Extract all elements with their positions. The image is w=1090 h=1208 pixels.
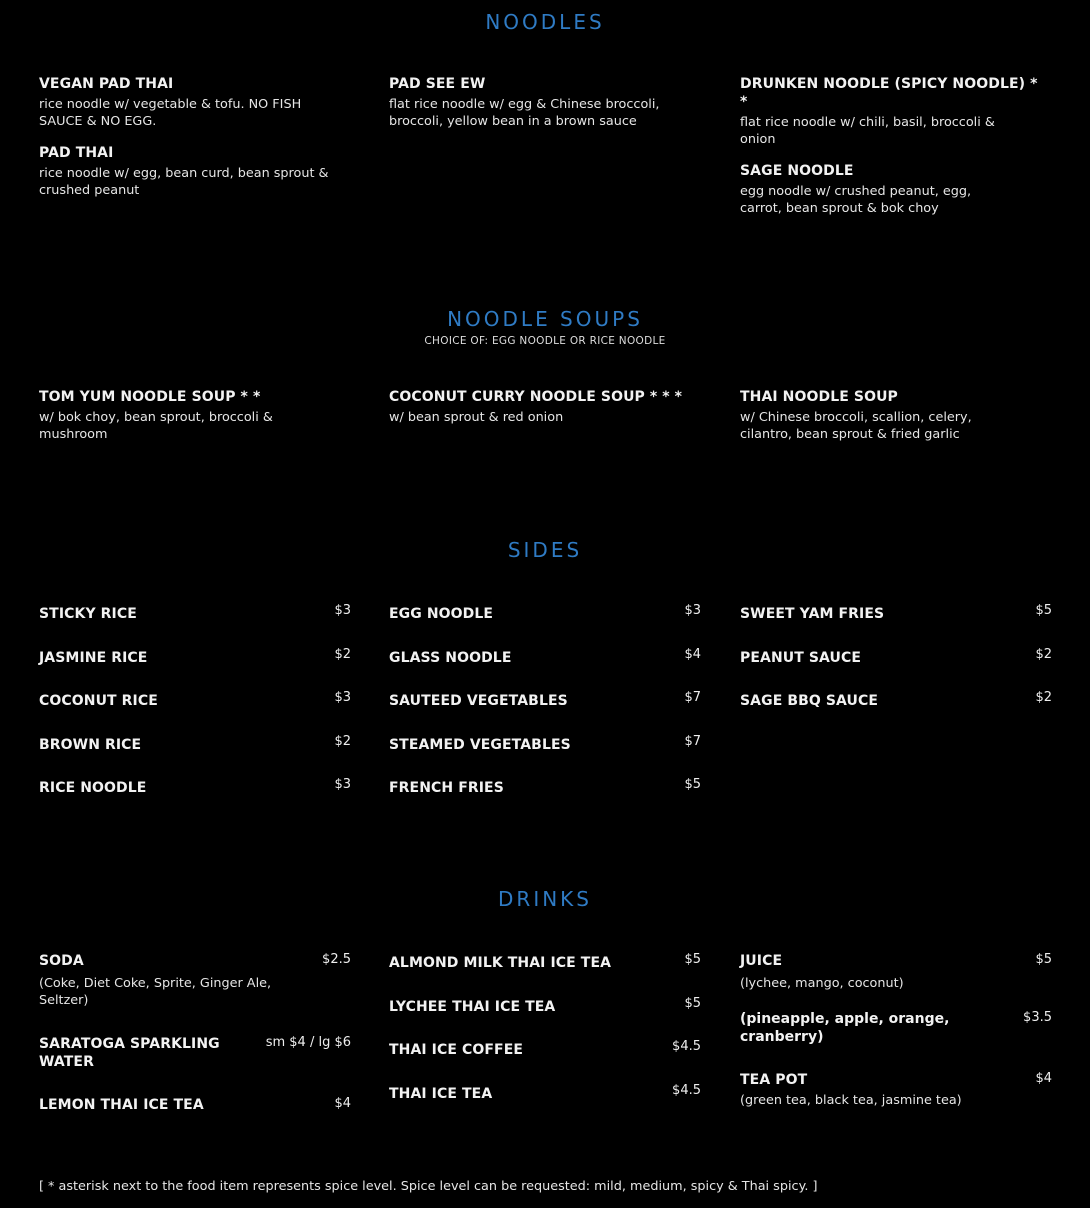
item-name: SWEET YAM FRIES xyxy=(740,606,885,622)
item-price: $5 xyxy=(684,952,701,967)
item-name: DRUNKEN NOODLE (SPICY NOODLE) * * xyxy=(740,76,1038,110)
item-price: $3 xyxy=(334,690,351,705)
drink-item-lemon xyxy=(39,1096,351,1114)
item-desc: (lychee, mango, coconut) xyxy=(740,976,904,991)
item-desc: rice noodle w/ egg, bean curd, bean sprout & crushed peanut xyxy=(39,166,329,198)
side-item xyxy=(389,690,701,734)
item-name: STEAMED VEGETABLES xyxy=(389,736,571,753)
item-price: $5 xyxy=(684,777,701,792)
item-name: VEGAN PAD THAI xyxy=(39,76,174,92)
drinks-col-3 xyxy=(740,952,1052,1109)
noodles-col-3 xyxy=(740,75,1040,217)
drink-item xyxy=(389,1083,701,1127)
item-desc: w/ Chinese broccoli, scallion, celery, cilantro, bean sprout & fried garlic xyxy=(740,410,972,442)
menu-item-coconut-curry xyxy=(389,388,689,426)
item-price: $4 xyxy=(1035,1071,1052,1086)
item-price: $5 xyxy=(1035,603,1052,618)
side-item xyxy=(39,690,351,734)
item-name: GLASS NOODLE xyxy=(389,649,512,666)
item-price: $3 xyxy=(334,603,351,618)
noodle-soups-title: NOODLE SOUPS xyxy=(447,307,643,331)
side-item xyxy=(39,647,351,691)
side-item xyxy=(389,603,701,647)
side-item xyxy=(39,603,351,647)
item-price: $2 xyxy=(334,733,351,749)
item-price: $4.5 xyxy=(672,1082,701,1098)
menu-item-pad-see-ew xyxy=(389,75,679,130)
item-price: $7 xyxy=(684,690,701,705)
drink-item xyxy=(389,952,701,996)
side-item xyxy=(740,603,1052,647)
soups-col-1 xyxy=(39,388,329,443)
sides-col-2 xyxy=(389,603,701,821)
noodle-soups-subtitle: CHOICE OF: EGG NOODLE OR RICE NOODLE xyxy=(424,335,666,347)
drinks-col-2 xyxy=(389,952,701,1126)
soups-col-2 xyxy=(389,388,689,426)
sides-col-1 xyxy=(39,603,351,821)
item-price: $5 xyxy=(1035,952,1052,967)
item-price: sm $4 / lg $6 xyxy=(265,1035,351,1050)
item-name: (pineapple, apple, orange, cranberry) xyxy=(740,1011,950,1045)
item-name: LYCHEE THAI ICE TEA xyxy=(389,998,556,1015)
item-name: SARATOGA SPARKLING WATER xyxy=(39,1036,220,1070)
sides-col-3 xyxy=(740,603,1052,734)
menu-item-pad-thai xyxy=(39,144,329,199)
drink-item-soda xyxy=(39,952,351,1009)
drink-item xyxy=(389,1039,701,1083)
item-price: $3.5 xyxy=(1023,1010,1052,1025)
item-name: JUICE xyxy=(740,953,783,969)
side-item xyxy=(39,777,351,821)
item-name: SODA xyxy=(39,953,84,969)
item-price: $3 xyxy=(684,603,701,618)
item-desc: (Coke, Diet Coke, Sprite, Ginger Ale, Seltzer) xyxy=(39,976,272,1008)
side-item xyxy=(740,647,1052,691)
item-name: RICE NOODLE xyxy=(39,780,147,796)
item-name: TEA POT xyxy=(740,1072,808,1088)
item-name: JASMINE RICE xyxy=(39,649,148,666)
side-item xyxy=(39,734,351,778)
item-desc: w/ bok choy, bean sprout, broccoli & mushroom xyxy=(39,410,273,442)
item-name: SAUTEED VEGETABLES xyxy=(389,693,568,709)
noodles-col-1 xyxy=(39,75,329,199)
item-desc: flat rice noodle w/ chili, basil, broccoli & onion xyxy=(740,115,995,147)
drink-item xyxy=(389,996,701,1040)
item-price: $4 xyxy=(334,1096,351,1111)
item-name: TOM YUM NOODLE SOUP * * xyxy=(39,389,261,405)
item-desc: (green tea, black tea, jasmine tea) xyxy=(740,1093,962,1108)
side-item xyxy=(389,647,701,691)
item-desc: w/ bean sprout & red onion xyxy=(389,410,564,425)
item-name: COCONUT CURRY NOODLE SOUP * * * xyxy=(389,389,683,405)
item-name: FRENCH FRIES xyxy=(389,780,504,796)
item-name: SAGE NOODLE xyxy=(740,163,854,179)
side-item xyxy=(389,734,701,778)
item-price: $4 xyxy=(684,646,701,662)
item-price: $2 xyxy=(334,646,351,662)
item-name: COCONUT RICE xyxy=(39,693,158,709)
noodles-col-2 xyxy=(389,75,679,130)
item-desc: flat rice noodle w/ egg & Chinese broccoli, broccoli, yellow bean in a brown sauce xyxy=(389,97,660,129)
item-name: BROWN RICE xyxy=(39,736,142,753)
drink-item-teapot xyxy=(740,1071,1052,1109)
menu-item-tom-yum xyxy=(39,388,329,443)
drinks-col-1 xyxy=(39,952,351,1114)
noodles-title: NOODLES xyxy=(485,10,605,34)
item-name: THAI NOODLE SOUP xyxy=(740,389,898,405)
menu-item-thai-noodle-soup xyxy=(740,388,1040,443)
drinks-title: DRINKS xyxy=(498,887,592,911)
item-price: $2 xyxy=(1035,646,1052,662)
item-name: THAI ICE TEA xyxy=(389,1085,493,1102)
drink-item-juice-2 xyxy=(740,1010,1052,1046)
item-name: STICKY RICE xyxy=(39,606,137,622)
item-name: PAD SEE EW xyxy=(389,76,486,92)
menu-item-vegan-pad-thai xyxy=(39,75,329,130)
item-name: PAD THAI xyxy=(39,145,114,161)
item-price: $5 xyxy=(684,995,701,1011)
sides-title: SIDES xyxy=(507,538,583,562)
side-item xyxy=(740,690,1052,734)
drink-item-saratoga xyxy=(39,1035,351,1071)
soups-col-3 xyxy=(740,388,1040,443)
item-name: LEMON THAI ICE TEA xyxy=(39,1097,204,1113)
item-desc: rice noodle w/ vegetable & tofu. NO FISH SAUCE & NO EGG. xyxy=(39,97,302,129)
item-name: ALMOND MILK THAI ICE TEA xyxy=(389,955,612,971)
item-price: $7 xyxy=(684,733,701,749)
item-price: $2.5 xyxy=(322,952,351,967)
item-name: THAI ICE COFFEE xyxy=(389,1042,524,1058)
side-item xyxy=(389,777,701,821)
menu-item-drunken-noodle xyxy=(740,75,1040,148)
item-desc: egg noodle w/ crushed peanut, egg, carrot, bean sprout & bok choy xyxy=(740,184,972,216)
item-price: $2 xyxy=(1035,690,1052,705)
item-name: EGG NOODLE xyxy=(389,606,494,622)
item-name: SAGE BBQ SAUCE xyxy=(740,693,879,709)
drink-item-juice xyxy=(740,952,1052,992)
item-price: $4.5 xyxy=(672,1039,701,1054)
item-price: $3 xyxy=(334,777,351,792)
item-name: PEANUT SAUCE xyxy=(740,649,862,666)
spice-footnote: [ * asterisk next to the food item represents spice level. Spice level can be requested: mild, medium, spicy & Thai spicy. ] xyxy=(39,1179,818,1194)
menu-item-sage-noodle xyxy=(740,162,1040,217)
